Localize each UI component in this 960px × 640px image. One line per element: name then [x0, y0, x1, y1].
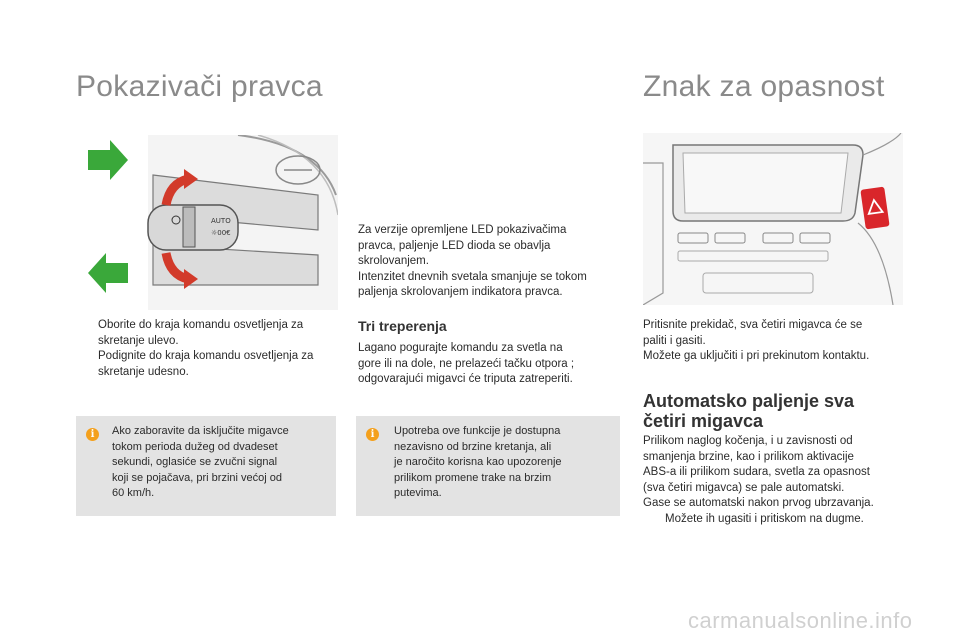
- section-heading-tri-treperenja: Tri treperenja: [358, 318, 447, 334]
- bullet-text: Podignite do kraja komandu osvetljenja za skretanje udesno.: [98, 350, 314, 378]
- bullet-text: Oborite do kraja komandu osvetljenja za skretanje ulevo.: [98, 319, 304, 347]
- svg-text:AUTO: AUTO: [211, 217, 231, 225]
- tri-treperenja-text: Lagano pogurajte komandu za svetla na gore ili na dole, ne prelazeći tačku otpora ; odgovarajući migavci će triputa zatreperiti.: [358, 342, 575, 385]
- list-item: [76, 349, 326, 380]
- left-bullets: [76, 318, 326, 380]
- left-info-box: [76, 416, 336, 516]
- led-intro-text: Za verzije opremljene LED pokazivačima pravca, paljenje LED dioda se obavlja skrolovanjem. Intenzitet dnevnih svetala smanjuje se tokom paljenja skrolovanjem indikatora pravca.: [358, 224, 587, 298]
- left-title: Pokazivači pravca: [76, 70, 323, 103]
- turn-signal-stalk-illustration: [88, 135, 338, 310]
- section-heading-automatsko: Automatsko paljenje sva četiri migavca: [643, 391, 855, 431]
- middle-info-box: [356, 416, 620, 516]
- info-icon: i: [366, 428, 379, 441]
- list-item: [76, 318, 326, 349]
- info-text: Upotreba ove funkcije je dostupna nezavisno od brzine kretanja, ali je naročito korisna kao upozorenje prilikom promene trake na brzim putevima.: [394, 425, 562, 499]
- automatsko-text: Prilikom naglog kočenja, i u zavisnosti od smanjenja brzine, kao i prilikom aktivacije ABS-a ili prilikom sudara, svetla za opasnost (sva četiri migavca) se pale automatski. Gase se automatski nakon prvog ubrzavanja. Možete ih ugasiti i pritiskom na dugme.: [643, 434, 913, 527]
- bullet-marker: [76, 349, 98, 380]
- info-text: Ako zaboravite da isključite migavce tokom perioda dužeg od dvadeset sekundi, oglasiće se zvučni signal koji se pojačava, pri brzini većoj od 60 km/h.: [112, 425, 289, 499]
- info-icon: i: [86, 428, 99, 441]
- watermark: carmanualsonline.info: [688, 608, 913, 633]
- bullet-text: Možete ih ugasiti i pritiskom na dugme.: [665, 512, 864, 525]
- svg-text:☼00€: ☼00€: [211, 229, 231, 237]
- list-item: [643, 512, 913, 528]
- bullet-marker: [76, 318, 98, 349]
- right-title: Znak za opasnost: [643, 70, 885, 103]
- green-arrow-right-icon: [88, 140, 128, 180]
- hazard-text: Pritisnite prekidač, sva četiri migavca će se paliti i gasiti. Možete ga uključiti i pri prekinutom kontaktu.: [643, 319, 870, 362]
- hazard-switch-illustration: [643, 133, 903, 305]
- green-arrow-left-icon: [88, 253, 128, 293]
- bullet-marker: [643, 512, 665, 528]
